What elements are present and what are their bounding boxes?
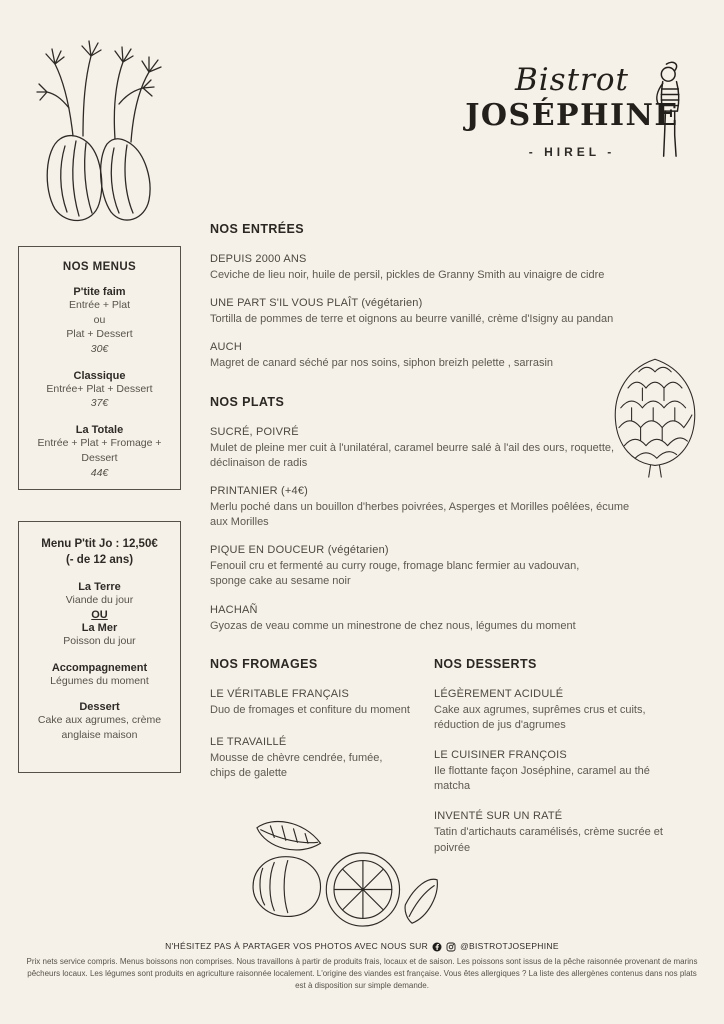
menu-item-price: 30€ (90, 343, 109, 356)
footer-share-text: N'HÉSITEZ PAS À PARTAGER VOS PHOTOS AVEC NOUS SUR (165, 941, 429, 951)
dish (210, 604, 680, 634)
menu-item-name: P'tite faim (73, 286, 126, 298)
legal-text: Prix nets service compris. Menus boissons non comprises. Nous travaillons à partir de produits frais, locaux et de saison. Les poissons sont issus de la pêche raisonnée provenant de marins pêcheurs locaux. Les légumes sont produits en agriculture raisonnée localement. L'origine des viandes est française. Vous êtes allergiques ? La liste des allergènes contenus dans nos plats est à disposition sur simple demande. (26, 957, 698, 990)
dish-description: Ceviche de lieu noir, huile de persil, pickles de Granny Smith au vinaigre de cidre (210, 269, 605, 281)
menu-item-line: Entrée + Plat (69, 299, 130, 311)
section-entrees (210, 222, 680, 372)
section-title: NOS PLATS (210, 394, 285, 409)
menu-item-line: Plat + Dessert (66, 328, 133, 341)
dish (210, 297, 680, 327)
kids-item-desc: Poisson du jour (63, 634, 136, 647)
dish-description: Mousse de chèvre cendrée, fumée, chips de galette (210, 751, 383, 780)
kids-item-name: Dessert (79, 701, 120, 714)
kids-menu-box (18, 521, 181, 773)
dish-description: Merlu poché dans un bouillon d'herbes poivrées, Asperges et Morilles poêlées, écume aux Morilles (210, 500, 630, 529)
dish-name: AUCH (210, 341, 242, 354)
kids-item-desc: Légumes du moment (50, 674, 149, 687)
social-handle: @BISTROTJOSEPHINE (460, 941, 559, 951)
dish (434, 749, 666, 794)
dish-name: LE CUISINER FRANÇOIS (434, 749, 567, 762)
fennel-illustration (14, 24, 176, 224)
dish-name: LE VÉRITABLE FRANÇAIS (210, 687, 350, 700)
logo-name: JOSÉPHINE (465, 98, 679, 133)
dish-name: UNE PART S'IL VOUS PLAÎT (végétarien) (210, 297, 423, 310)
dish-description: Gyozas de veau comme un minestrone de chez nous, légumes du moment (210, 619, 576, 632)
menu-item (29, 424, 170, 480)
dish-name: LE TRAVAILLÉ (210, 735, 287, 748)
facebook-icon (432, 942, 442, 954)
dish-description: Mulet de pleine mer cuit à l'unilatéral, caramel beurre salé à l'ail des ours, roquette, déclinaison de radis (210, 441, 615, 469)
kids-menu-title: Menu P'tit Jo : 12,50€ (41, 538, 158, 550)
dish-description: Duo de fromages et confiture du moment (210, 703, 410, 716)
dish (434, 810, 666, 855)
dish (210, 544, 680, 589)
logo-script-text: Bistrot (514, 62, 629, 98)
menu-item-price: 44€ (90, 466, 109, 479)
kids-item-desc: Cake aux agrumes, crème anglaise maison (37, 714, 162, 741)
dish-name: SUCRÉ, POIVRÉ (210, 425, 299, 438)
kids-or-label: OU (91, 608, 108, 621)
section-title: NOS FROMAGES (210, 656, 318, 671)
menus-box-title: NOS MENUS (62, 261, 137, 273)
kids-item-name: Accompagnement (51, 661, 148, 674)
menu-item-name: La Totale (75, 424, 124, 437)
menu-item-name: Classique (73, 369, 126, 382)
dish-name: INVENTÉ SUR UN RATÉ (434, 810, 563, 823)
dish-description: Ile flottante façon Joséphine, caramel au thé matcha (434, 765, 650, 793)
dish-description: Tortilla de pommes de terre et oignons au beurre vanillé, crème d'Isigny au pandan (210, 313, 614, 326)
section-desserts (434, 657, 666, 870)
kids-item-name: La Mer (81, 621, 118, 634)
dish-description: Cake aux agrumes, suprêmes crus et cuits, réduction de jus d'agrumes (434, 703, 646, 731)
menu-item-line: Entrée + Plat + Fromage + Dessert (37, 437, 162, 464)
dish (210, 253, 680, 283)
section-title: NOS ENTRÉES (210, 222, 304, 236)
logo-location: - HIREL - (528, 145, 616, 159)
section-title: NOS DESSERTS (434, 656, 537, 671)
kids-item-name: La Terre (78, 581, 121, 594)
footer-share-line (0, 941, 724, 954)
dish-description: Magret de canard séché par nos soins, siphon breizh pelette , sarrasin (210, 357, 554, 370)
instagram-icon (446, 942, 456, 954)
dish-name: HACHAÑ (210, 603, 258, 616)
dish-description: Fenouil cru et fermenté au curry rouge, fromage blanc fermier au vadouvan, sponge cake au sesame noir (210, 560, 580, 588)
dish-name: LÉGÈREMENT ACIDULÉ (434, 687, 564, 700)
menu-item (29, 370, 170, 411)
menu-item-line: Entrée+ Plat + Dessert (46, 382, 153, 395)
dish-name: PRINTANIER (+4€) (210, 484, 309, 497)
menu-item-price: 37€ (90, 397, 109, 410)
dish-description: Tatin d'artichauts caramélisés, crème sucrée et poivrée (434, 826, 663, 854)
dish (210, 688, 410, 718)
menu-item (29, 286, 170, 357)
kids-menu-subtitle: (- de 12 ans) (65, 554, 134, 567)
swimmer-illustration (648, 58, 694, 166)
menu-main-content (210, 222, 680, 870)
artichoke-illustration (596, 352, 714, 478)
kids-item-desc: Viande du jour (65, 594, 134, 607)
lemons-illustration (228, 810, 440, 942)
dish (434, 688, 666, 733)
dish-name: PIQUE EN DOUCEUR (végétarien) (210, 544, 389, 557)
menu-item-line: ou (93, 313, 106, 326)
dish-name: DEPUIS 2000 ANS (210, 253, 307, 265)
dish (210, 485, 680, 530)
menus-box (18, 246, 181, 490)
dish (210, 736, 410, 781)
